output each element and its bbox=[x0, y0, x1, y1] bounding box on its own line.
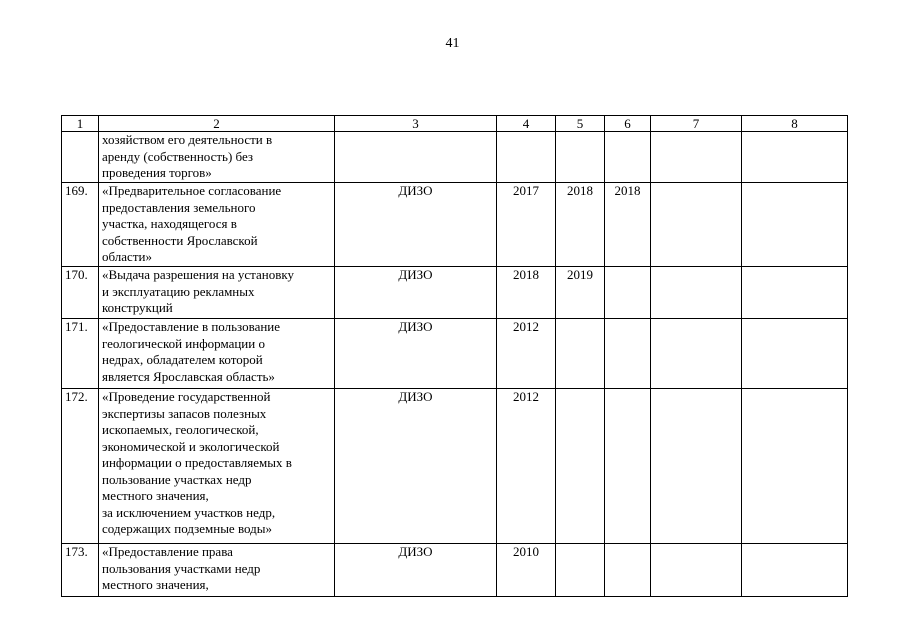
service-name: «Предоставление в пользование геологической информации о недрах, обладателем которой является Ярославская область» bbox=[99, 319, 335, 389]
year-cell bbox=[556, 319, 605, 389]
column-header: 3 bbox=[335, 116, 497, 132]
value-cell bbox=[742, 544, 848, 597]
year-cell: 2017 bbox=[497, 183, 556, 267]
year-cell bbox=[556, 544, 605, 597]
value-cell bbox=[742, 183, 848, 267]
table-row bbox=[62, 319, 848, 389]
service-name: «Предварительное согласование предоставления земельного участка, находящегося в собственности Ярославской области» bbox=[99, 183, 335, 267]
row-number: 173. bbox=[62, 544, 99, 597]
table-row bbox=[62, 544, 848, 597]
row-number: 170. bbox=[62, 267, 99, 319]
column-header: 6 bbox=[605, 116, 651, 132]
responsible-body: ДИЗО bbox=[335, 389, 497, 544]
value-cell bbox=[651, 267, 742, 319]
year-cell: 2018 bbox=[605, 183, 651, 267]
value-cell bbox=[651, 132, 742, 183]
value-cell bbox=[742, 389, 848, 544]
year-cell: 2018 bbox=[556, 183, 605, 267]
table-row bbox=[62, 132, 848, 183]
year-cell bbox=[605, 544, 651, 597]
service-name: хозяйством его деятельности в аренду (собственность) без проведения торгов» bbox=[99, 132, 335, 183]
table-row bbox=[62, 389, 848, 544]
year-cell bbox=[497, 132, 556, 183]
column-header: 8 bbox=[742, 116, 848, 132]
value-cell bbox=[742, 267, 848, 319]
table-row bbox=[62, 267, 848, 319]
year-cell bbox=[605, 132, 651, 183]
responsible-body: ДИЗО bbox=[335, 319, 497, 389]
table-row bbox=[62, 183, 848, 267]
row-number bbox=[62, 132, 99, 183]
column-header: 7 bbox=[651, 116, 742, 132]
value-cell bbox=[742, 132, 848, 183]
year-cell: 2018 bbox=[497, 267, 556, 319]
responsible-body: ДИЗО bbox=[335, 544, 497, 597]
table-header-row bbox=[62, 116, 848, 132]
year-cell: 2012 bbox=[497, 319, 556, 389]
column-header: 5 bbox=[556, 116, 605, 132]
year-cell bbox=[556, 132, 605, 183]
year-cell: 2019 bbox=[556, 267, 605, 319]
responsible-body: ДИЗО bbox=[335, 183, 497, 267]
service-name: «Проведение государственной экспертизы запасов полезных ископаемых, геологической, экономической и экологической информации о предоставляемых в пользование участках недр местного значения, за исключением участков недр, содержащих подземные воды» bbox=[99, 389, 335, 544]
page-number: 41 bbox=[445, 36, 460, 51]
services-table bbox=[61, 115, 848, 597]
value-cell bbox=[651, 389, 742, 544]
value-cell bbox=[742, 319, 848, 389]
year-cell: 2010 bbox=[497, 544, 556, 597]
column-header: 1 bbox=[62, 116, 99, 132]
responsible-body bbox=[335, 132, 497, 183]
column-header: 4 bbox=[497, 116, 556, 132]
value-cell bbox=[651, 319, 742, 389]
year-cell bbox=[605, 389, 651, 544]
column-header: 2 bbox=[99, 116, 335, 132]
responsible-body: ДИЗО bbox=[335, 267, 497, 319]
year-cell bbox=[605, 319, 651, 389]
row-number: 171. bbox=[62, 319, 99, 389]
year-cell: 2012 bbox=[497, 389, 556, 544]
year-cell bbox=[605, 267, 651, 319]
value-cell bbox=[651, 544, 742, 597]
row-number: 169. bbox=[62, 183, 99, 267]
service-name: «Предоставление права пользования участками недр местного значения, bbox=[99, 544, 335, 597]
row-number: 172. bbox=[62, 389, 99, 544]
service-name: «Выдача разрешения на установку и эксплуатацию рекламных конструкций bbox=[99, 267, 335, 319]
value-cell bbox=[651, 183, 742, 267]
year-cell bbox=[556, 389, 605, 544]
